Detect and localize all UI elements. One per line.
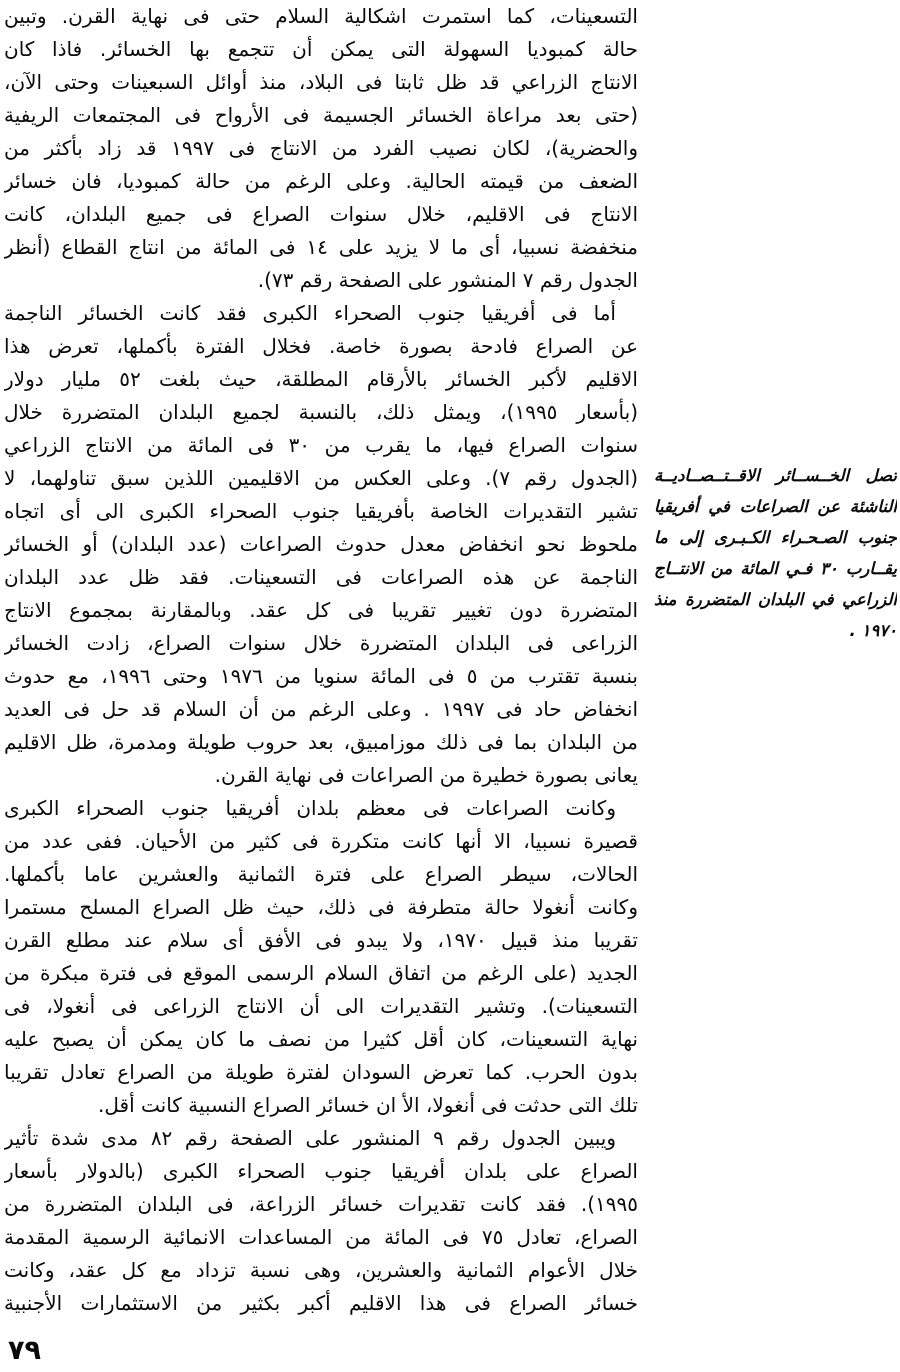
text-line: نهاية التسعينات، كان أقل كثيرا من نصف ما كان يمكن أن يصبح عليه [4, 1027, 638, 1051]
text-line: تقريبا منذ قبيل ١٩٧٠، ولا يبدو فى الأفق أى سلام عند مطلع القرن [4, 928, 638, 952]
margin-note-line: تصل الخــســائر الاقــتــصــاديــة [654, 466, 897, 485]
text-line: الناجمة عن هذه الصراعات فى التسعينات. فقد ظل عدد البلدان [4, 565, 638, 589]
text-line: الزراعى فى البلدان المتضررة خلال سنوات الصراع، زادت الخسائر [4, 631, 638, 655]
text-line: أما فى أفريقيا جنوب الصحراء الكبرى فقد كانت الخسائر الناجمة [4, 301, 616, 325]
text-line: الحالات، سيطر الصراع على فترة الثمانية والعشرين عاما بأكملها. [4, 862, 638, 886]
text-line: خسائر الصراع فى هذا الاقليم أكبر بكثير من الاستثمارات الأجنبية [4, 1291, 638, 1315]
text-line: الجدول رقم ٧ المنشور على الصفحة رقم ٧٣). [257, 268, 638, 292]
text-line: بدون الحرب. كما تعرض السودان لفترة طويلة من الصراع تعادل تقريبا [4, 1060, 638, 1084]
page-number: ٧٩ [8, 1335, 41, 1366]
text-line: ١٩٩٥). فقد كانت تقديرات خسائر الزراعة، فى البلدان المتضررة من [4, 1192, 638, 1216]
text-line: المتضررة دون تغيير تقريبا فى كل عقد. وبالمقارنة بمجموع الانتاج [4, 598, 638, 622]
text-line: والحضرية)، لكان نصيب الفرد من الانتاج فى ١٩٩٧ قد زاد بأكثر من [4, 136, 638, 160]
text-line: تشير التقديرات الخاصة بأفريقيا جنوب الصحراء الكبرى الى أى اتجاه [4, 499, 638, 523]
text-line: بنسبة تقترب من ٥ فى المائة سنويا من ١٩٧٦ وحتى ١٩٩٦، مع حدوث [4, 664, 638, 688]
text-line: (الجدول رقم ٧). وعلى العكس من الاقليمين اللذين سبق تناولهما، لا [4, 466, 638, 490]
text-line: وكانت الصراعات فى معظم بلدان أفريقيا جنوب الصحراء الكبرى [4, 796, 616, 820]
text-line: الانتاج فى الاقليم، خلال سنوات الصراع فى جميع البلدان، كانت [4, 202, 638, 226]
text-line: الاقليم لأكبر الخسائر بالأرقام المطلقة، حيث بلغت ٥٢ مليار دولار [4, 367, 638, 391]
text-line: الانتاج الزراعي قد ظل ثابتا فى البلاد، منذ أوائل السبعينات وحتى الآن، [4, 70, 638, 94]
text-line: الصراع، تعادل ٧٥ فى المائة من المساعدات الانمائية الرسمية المقدمة [4, 1225, 638, 1249]
text-line: التسعينات). وتشير التقديرات الى أن الانتاج الزراعى فى أنغولا، فى [4, 994, 638, 1018]
margin-note-line: يقــارب ٣٠ فـي المائة من الانتــاج [654, 559, 897, 578]
text-line: تلك التى حدثت فى أنغولا، الأ ان خسائر الصراع النسبية كانت أقل. [98, 1093, 638, 1117]
text-line: يعانى بصورة خطيرة من الصراعات فى نهاية القرن. [214, 763, 638, 787]
margin-note [654, 460, 897, 646]
text-line: (حتى بعد مراعاة الخسائر الجسيمة فى الأرواح فى المجتمعات الريفية [4, 103, 638, 127]
text-line: قصيرة نسبيا، الا أنها كانت متكررة فى كثير من الأحيان. ففى عدد من [4, 829, 638, 853]
text-line: سنوات الصراع فيها، ما يقرب من ٣٠ فى المائة من الانتاج الزراعي [4, 433, 638, 457]
text-line: حالة كمبوديا السهولة التى يمكن أن تتجمع بها الخسائر. فاذا كان [4, 37, 638, 61]
text-line: ويبين الجدول رقم ٩ المنشور على الصفحة رقم ٨٢ مدى شدة تأثير [4, 1126, 617, 1150]
text-line: الجديد (على الرغم من اتفاق السلام الرسمى الموقع فى فترة مبكرة من [4, 961, 638, 985]
margin-note-line: ١٩٧٠ . [849, 621, 897, 640]
margin-note-line: الناشئة عن الصراعات في أفريقيا [654, 497, 897, 516]
text-line: وكانت أنغولا حالة متطرفة فى ذلك، حيث ظل الصراع المسلح مستمرا [4, 895, 638, 919]
text-line: التسعينات، كما استمرت اشكالية السلام حتى فى نهاية القرن. وتبين [4, 4, 638, 28]
margin-note-line: جنوب الصـحـراء الكـبـرى إلى ما [654, 528, 897, 547]
text-line: انخفاض حاد فى ١٩٩٧ . وعلى الرغم من أن السلام قد حل فى العديد [4, 697, 638, 721]
margin-note-line: الزراعي في البلدان المتضررة منذ [654, 590, 897, 609]
text-line: عن الصراع فادحة بصورة خاصة. فخلال الفترة بأكملها، تعرض هذا [4, 334, 638, 358]
text-line: من البلدان بما فى ذلك موزامبيق، بعد حروب طويلة ومدمرة، ظل الاقليم [4, 730, 638, 754]
text-line: خلال الأعوام الثمانية والعشرين، وهى نسبة تزداد مع كل عقد، وكانت [4, 1258, 638, 1282]
text-line: ملحوظ نحو انخفاض معدل حدوث الصراعات (عدد البلدان) أو الخسائر [4, 532, 638, 556]
main-text-column [4, 0, 638, 1320]
text-line: (بأسعار ١٩٩٥)، ويمثل ذلك، بالنسبة لجميع البلدان المتضررة خلال [4, 400, 638, 424]
text-line: الضعف من قيمته الحالية. وعلى الرغم من حالة كمبوديا، فان خسائر [4, 169, 638, 193]
text-line: منخفضة نسبيا، أى ما لا يزيد على ١٤ فى المائة من انتاج القطاع (أنظر [4, 235, 638, 259]
text-line: الصراع على بلدان أفريقيا جنوب الصحراء الكبرى (بالدولار بأسعار [4, 1159, 638, 1183]
